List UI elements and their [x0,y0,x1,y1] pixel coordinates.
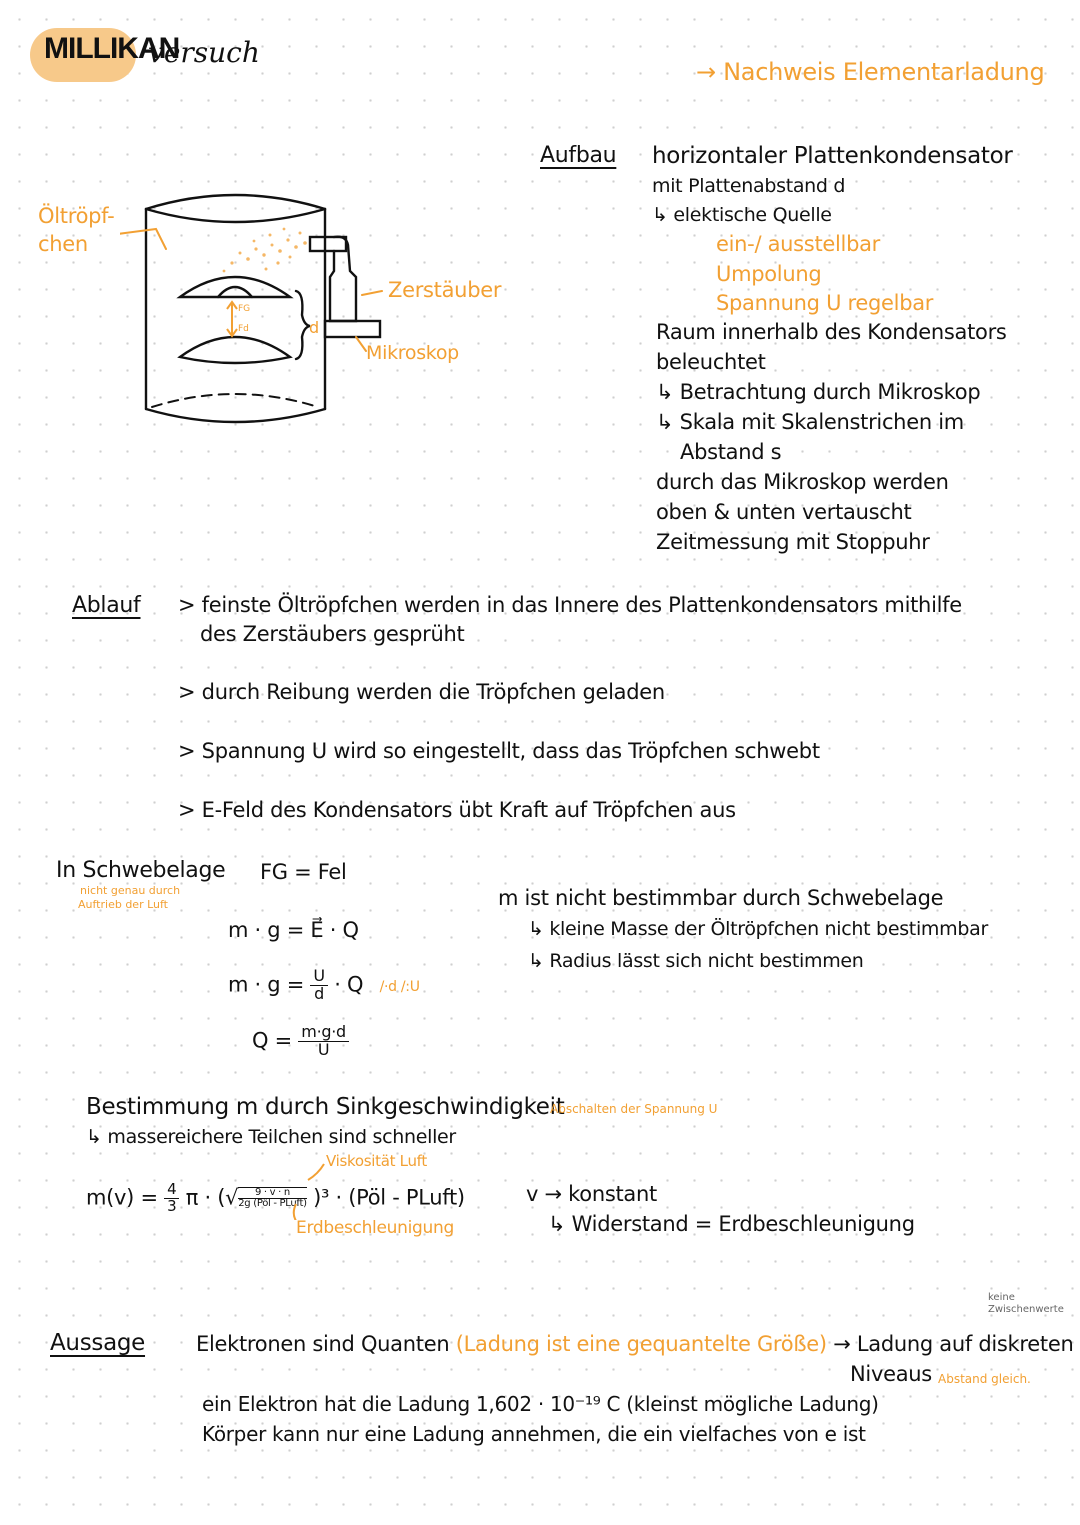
aufbau-line: ↳ Betrachtung durch Mikroskop [656,380,981,404]
schwebe-note: nicht genau durch [80,884,181,897]
chamber-top-lower [146,209,325,222]
ablauf-step: > E-Feld des Kondensators übt Kraft auf Tröpfchen aus [178,798,736,822]
distance-brace [296,291,310,359]
aufbau-line: Raum innerhalb des Kondensators [656,320,1007,344]
annotation-arrows [260,1160,380,1220]
bestimmung-line: ↳ massereichere Teilchen sind schneller [86,1126,456,1148]
lower-plate [180,337,290,363]
chamber-bottom [146,409,325,422]
equation-3-right: · Q [334,972,364,997]
label-droplets-2: chen [38,232,88,256]
ablauf-step: des Zerstäubers gesprüht [200,622,465,646]
ablauf-step: > durch Reibung werden die Tröpfchen geladen [178,680,665,704]
page-title: MILLIKAN [44,32,180,65]
equation-3 [228,968,420,1003]
schwebe-heading: In Schwebelage [56,858,226,883]
force-arrows [227,302,237,336]
keine-note: keine [988,1292,1015,1303]
label-force-d: Fd [238,324,249,334]
mass-formula-frac-den: 3 [167,1196,177,1215]
equation-4-numerator: m·g·d [298,1024,349,1042]
microscope-leader [356,337,366,351]
equation-4-denominator: U [317,1039,330,1059]
atomizer-nozzle [310,237,346,251]
upper-plate-arc [218,287,252,297]
niveaus-label: Niveaus [850,1362,932,1386]
erdbeschleunigung-label: Erdbeschleunigung [296,1218,454,1238]
aufbau-line: durch das Mikroskop werden [656,470,949,494]
aufbau-line: Zeitmessung mit Stoppuhr [656,530,930,554]
page-subtitle: versuch [148,36,260,69]
mass-formula-root-den: 2g (Pöl - PLuft) [238,1198,307,1210]
label-force-g: FG [238,304,251,314]
aussage-line-1a: Elektronen sind Quanten [196,1332,450,1356]
equation-3-left: m · g = [228,972,304,997]
ablauf-heading: Ablauf [72,593,141,618]
aufbau-line: Umpolung [716,262,822,286]
aussage-line-1c: → Ladung auf diskreten [833,1332,1074,1356]
aufbau-line: horizontaler Plattenkondensator [652,143,1013,169]
equation-2: m · g = E⃗ · Q [228,918,359,942]
zwischenwerte-note: Zwischenwerte [988,1304,1064,1315]
schwebe-side-note: ↳ Radius lässt sich nicht bestimmen [528,950,864,972]
atomizer-body [330,237,356,321]
v-constant: v → konstant [526,1182,657,1206]
viskositaet-label: Viskosität Luft [326,1152,427,1170]
chamber-dashed [152,394,318,407]
aufbau-heading: Aufbau [540,143,617,168]
abstand-note: Abstand gleich. [938,1372,1031,1386]
mass-formula-right: )³ · (Pöl - PLuft) [313,1185,465,1210]
ablauf-step: > feinste Öltröpfchen werden in das Innere des Plattenkondensators mithilfe [178,593,962,617]
aufbau-line: ein-/ ausstellbar [716,232,881,256]
aussage-line-1b: (Ladung ist eine gequantelte Größe) [455,1332,827,1356]
mass-formula-pi: π · (√ [185,1185,239,1210]
mass-formula-root-num: 9 · v · n [238,1188,306,1200]
mass-formula-frac-num: 4 [164,1182,179,1199]
mass-formula-left: m(v) = [86,1185,158,1210]
aussage-line-3: Körper kann nur eine Ladung annehmen, die ein vielfaches von e ist [202,1422,866,1446]
label-microscope: Mikroskop [366,342,459,364]
aufbau-line: beleuchtet [656,350,766,374]
droplet-leader [120,229,166,249]
aufbau-line: ↳ elektische Quelle [652,204,832,226]
aufbau-line: ↳ Skala mit Skalenstrichen im [656,410,964,434]
equation-3-numerator: U [310,968,327,986]
atomizer-leader [362,291,382,295]
equation-3-denominator: d [314,983,325,1003]
schwebe-side-note: ↳ kleine Masse der Öltröpfchen nicht bestimmbar [528,918,988,940]
equation-4-left: Q = [252,1028,292,1053]
schwebe-note: Auftrieb der Luft [78,898,168,911]
goal-note: → Nachweis Elementarladung [696,58,1045,86]
label-atomizer: Zerstäuber [388,278,502,302]
label-distance-d: d [309,318,320,337]
spray-dots [223,228,307,273]
aussage-line-1 [196,1332,1073,1356]
equation-3-note: /·d /:U [379,979,420,996]
equation-1: FG = Fel [260,860,347,884]
ablauf-step: > Spannung U wird so eingestellt, dass das Tröpfchen schwebt [178,739,820,763]
aufbau-line: Spannung U regelbar [716,291,934,315]
label-droplets-1: Öltröpf- [38,204,115,228]
equation-4 [252,1024,349,1059]
aufbau-line: oben & unten vertauscht [656,500,912,524]
aufbau-line: mit Plattenabstand d [652,175,846,197]
bestimmung-note: Abschalten der Spannung U [550,1102,718,1116]
aussage-line-2: ein Elektron hat die Ladung 1,602 · 10⁻¹⁹ C (kleinst mögliche Ladung) [202,1392,879,1416]
aussage-heading: Aussage [50,1330,146,1356]
chamber-top [146,195,325,209]
widerstand-line: ↳ Widerstand = Erdbeschleunigung [548,1212,915,1236]
aufbau-line: Abstand s [680,440,782,464]
millikan-apparatus-diagram [120,185,540,425]
microscope-tube [325,321,380,337]
bestimmung-heading: Bestimmung m durch Sinkgeschwindigkeit [86,1094,565,1120]
schwebe-side-note: m ist nicht bestimmbar durch Schwebelage [498,886,944,910]
